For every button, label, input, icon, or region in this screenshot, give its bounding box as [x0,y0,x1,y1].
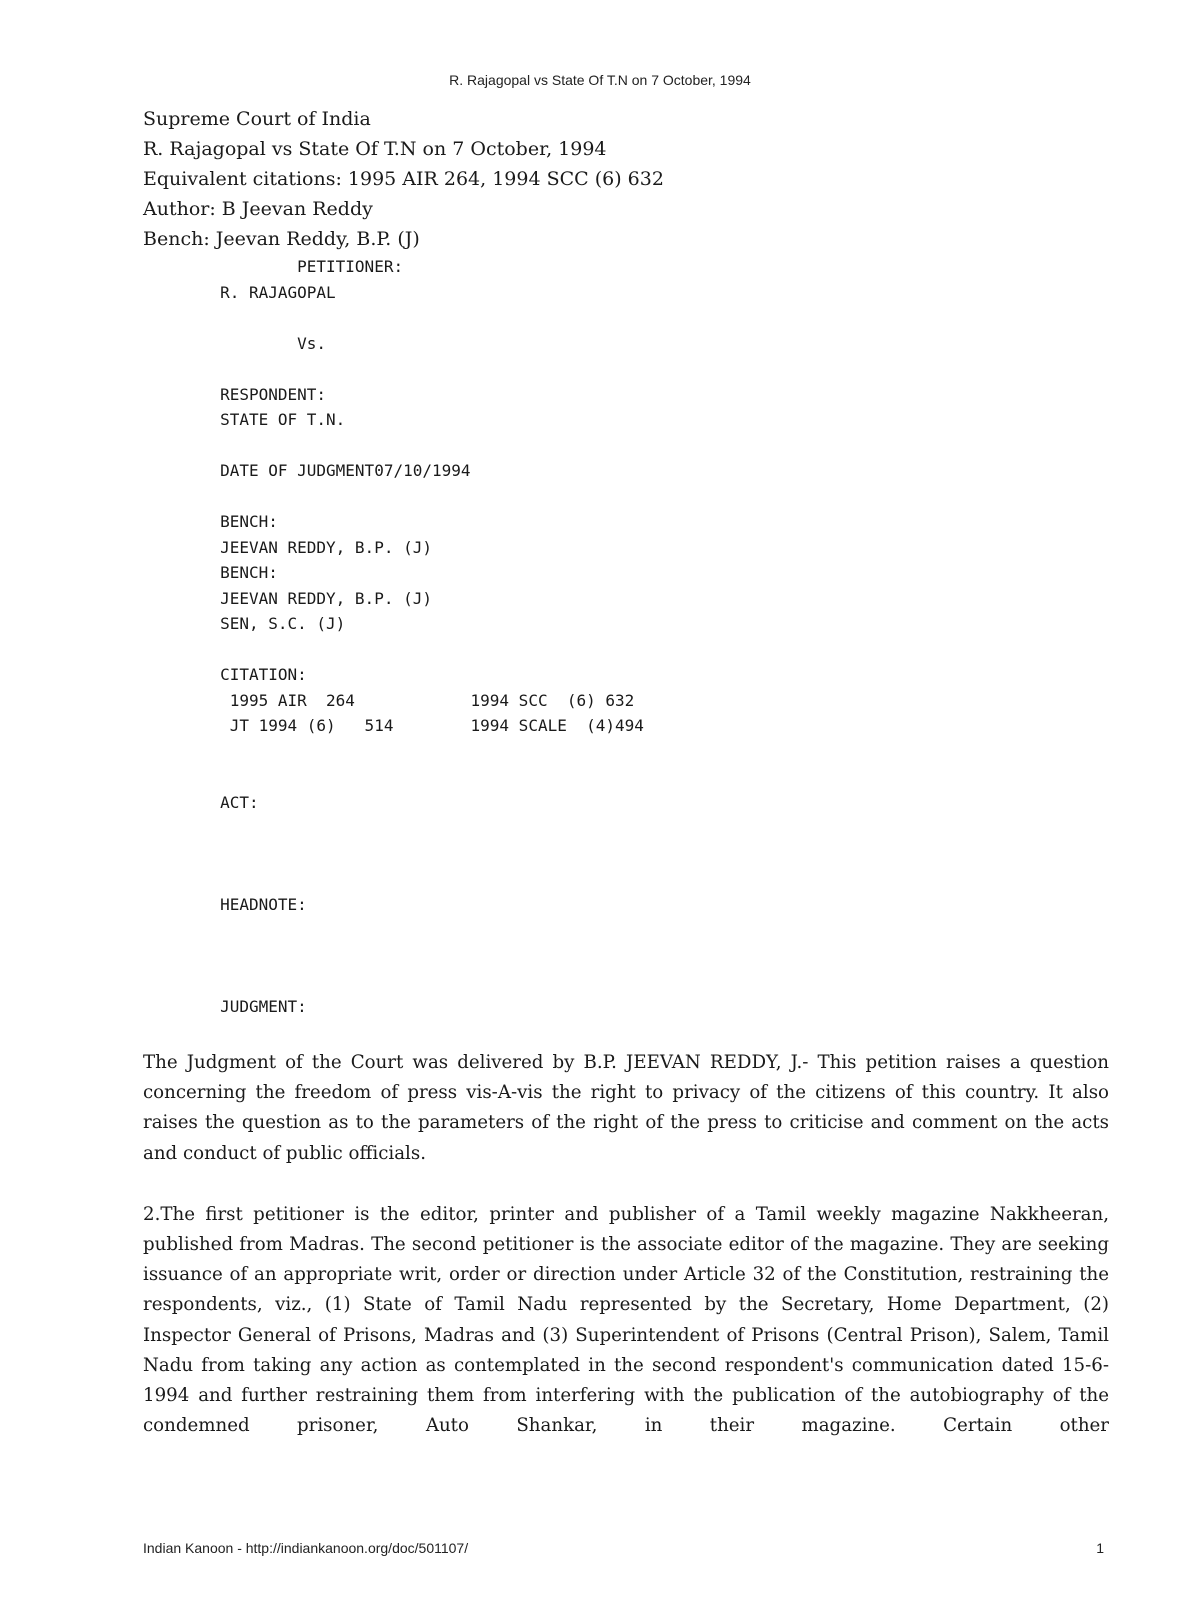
case-details-block: PETITIONER: R. RAJAGOPAL Vs. RESPONDENT: STATE OF T.N. DATE OF JUDGMENT07/10/1994 BENCH: JEEVAN REDDY, B.P. (J) BENCH: JEEVAN REDDY, B.P. (J) SEN, S.C. (J) CITATION: 1995 AIR 264 1994 SCC (6) 632 JT 1994 (6) 514 1994 SCALE (4)494 ACT: HEADNOTE: JUDGMENT: [220,257,644,1016]
court-name: Supreme Court of India [143,108,371,130]
footer-source: Indian Kanoon - http://indiankanoon.org/doc/501107/ [143,1540,469,1556]
equivalent-citations: Equivalent citations: 1995 AIR 264, 1994 SCC (6) 632 [143,168,664,190]
bench-line: Bench: Jeevan Reddy, B.P. (J) [143,228,420,250]
case-title: R. Rajagopal vs State Of T.N on 7 October, 1994 [143,138,607,160]
document-metadata [143,104,664,254]
author-line: Author: B Jeevan Reddy [143,198,373,220]
judgment-body [143,1048,1109,1472]
judgment-paragraph-2: 2.The first petitioner is the editor, printer and publisher of a Tamil weekly magazine Nakkheeran, published from Madras. The second petitioner is the associate editor of the magazine. They are seeking issuance of an appropriate writ, order or direction under Article 32 of the Constitution, restraining the respondents, viz., (1) State of Tamil Nadu represented by the Secretary, Home Department, (2) Inspector General of Prisons, Madras and (3) Superintendent of Prisons (Central Prison), Salem, Tamil Nadu from taking any action as contemplated in the second respondent's communication dated 15-6-1994 and further restraining them from interfering with the publication of the autobiography of the condemned prisoner, Auto Shankar, in their magazine. Certain other [143,1203,1109,1437]
judgment-paragraph-1: The Judgment of the Court was delivered by B.P. JEEVAN REDDY, J.- This petition raises a question concerning the freedom of press vis-A-vis the right to privacy of the citizens of this country. It also raises the question as to the parameters of the right of the press to criticise and comment on the acts and conduct of public officials. [143,1052,1109,1164]
page-number: 1 [1096,1540,1104,1556]
running-header: R. Rajagopal vs State Of T.N on 7 October, 1994 [449,72,751,88]
